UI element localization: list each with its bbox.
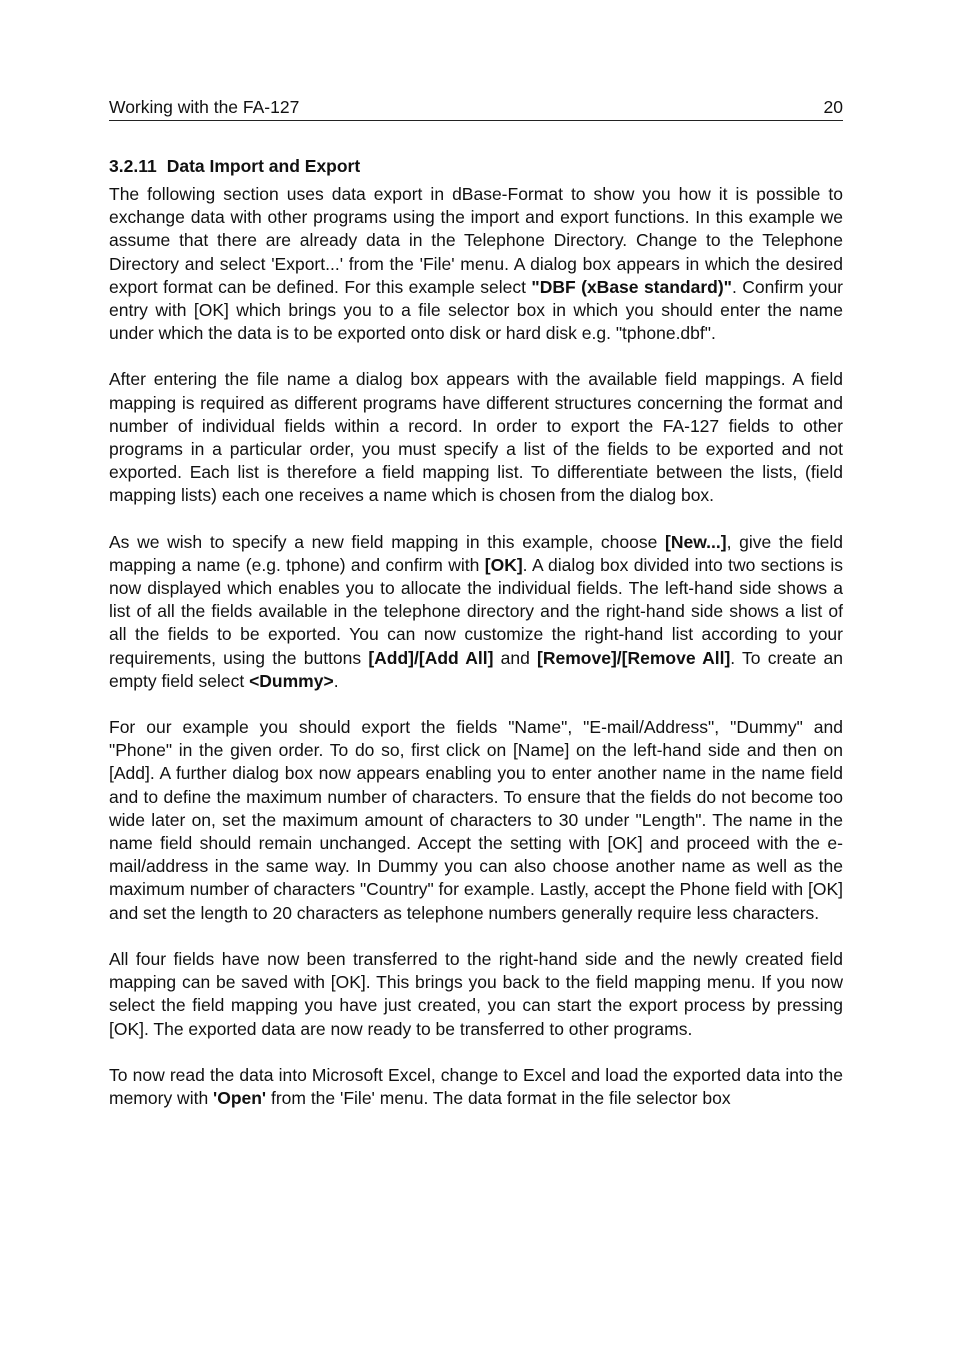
bold-text-run: [Remove]/[Remove All]: [537, 647, 731, 668]
bold-text-run: "DBF (xBase standard)": [531, 276, 732, 297]
bold-text-run: [OK]: [484, 554, 523, 575]
header-title: Working with the FA-127: [109, 97, 300, 117]
paragraph-3: [109, 531, 843, 693]
text-run: . To create an empty field select: [109, 647, 843, 691]
text-run: . A dialog box divided into two sections is now displayed which enables you to allocate the individual fields. The left-hand side shows a list of all the fields available in the telephone directory and the right-hand side shows a list of all the fields to be exported. You can now customize the right-hand list according to your requirements, using the buttons: [109, 554, 843, 668]
text-run: from the 'File' menu. The data format in the file selector box: [266, 1087, 731, 1108]
page-number: 20: [823, 97, 843, 117]
text-run: To now read the data into Microsoft Excel, change to Excel and load the exported data into the memory with: [109, 1064, 843, 1108]
bold-text-run: [New...]: [665, 531, 727, 552]
section-title: Data Import and Export: [166, 156, 361, 176]
running-header: [109, 96, 843, 121]
bold-text-run: 'Open': [213, 1087, 267, 1108]
text-run: For our example you should export the fields "Name", "E-mail/Address", "Dummy" and "Phone" in the given order. To do so, first click on [Name] on the left-hand side and then on [Add]. A further dialog box now appears enabling you to enter another name in the name field and to define the maximum number of characters. To ensure that the fields do not become too wide later on, set the maximum amount of characters to 30 under "Length". The name in the name field should remain unchanged. Accept the setting with [OK] and proceed with the e-mail/address in the same way. In Dummy you can also choose another name as well as the maximum number of characters "Country" for example. Lastly, accept the Phone field with [OK] and set the length to 20 characters as telephone numbers generally require less characters.: [109, 717, 843, 923]
text-run: and: [493, 647, 538, 668]
section-heading: [109, 155, 843, 178]
text-run: . Confirm your entry with [OK] which brings you to a file selector box in which you should enter the name under which the data is to be exported onto disk or hard disk e.g. "tphone.dbf".: [109, 276, 844, 344]
text-run: The following section uses data export in dBase-Format to show you how it is possible to exchange data with other programs using the import and export functions. In this example we assume that there are already data in the Telephone Directory. Change to the Telephone Directory and select 'Export...' from the 'File' menu. A dialog box appears in which the desired export format can be defined. For this example select: [109, 184, 843, 297]
text-run: .: [333, 670, 339, 691]
text-run: , give the field mapping a name (e.g. tphone) and confirm with: [109, 531, 843, 575]
bold-text-run: [Add]/[Add All]: [368, 647, 494, 668]
document-page: [109, 96, 843, 1110]
text-run: After entering the file name a dialog box appears with the available field mappings. A field mapping is required as different programs have different structures concerning the format and number of individual fields within a record. In order to export the FA-127 fields to other programs in a particular order, you must specify a list of the fields to be exported and not exported. Each list is therefore a field mapping list. To differentiate between the lists, (field mapping lists) each one receives a name which is chosen from the dialog box.: [109, 369, 843, 506]
text-run: All four fields have now been transferred to the right-hand side and the newly created field mapping can be saved with [OK]. This brings you back to the field mapping menu. If you now select the field mapping you have just created, you can start the export process by pressing [OK]. The exported data are now ready to be transferred to other programs.: [109, 948, 843, 1039]
paragraph-4: [109, 716, 843, 925]
section-number: 3.2.11: [109, 156, 157, 176]
bold-text-run: <Dummy>: [249, 670, 334, 691]
text-run: As we wish to specify a new field mapping in this example, choose: [109, 531, 665, 552]
paragraph-1: [109, 183, 843, 345]
paragraph-2: [109, 368, 843, 507]
paragraph-6: [109, 1064, 843, 1110]
body-text: [109, 183, 843, 1110]
paragraph-5: [109, 948, 843, 1041]
